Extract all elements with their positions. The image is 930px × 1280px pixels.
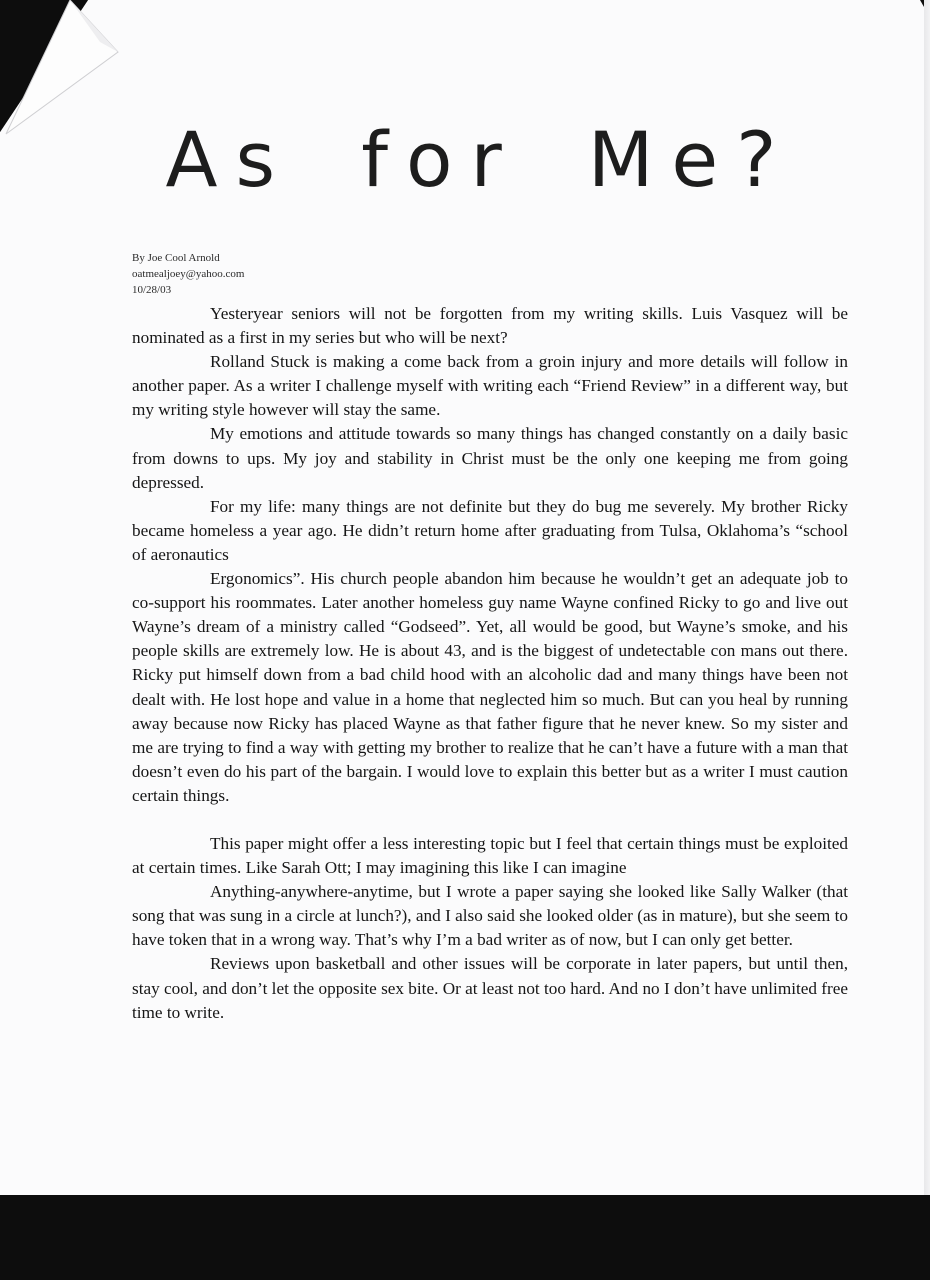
document-title: As for Me? <box>165 115 795 204</box>
paragraph: Rolland Stuck is making a come back from a groin injury and more details will follow in another paper. As a writer I challenge myself with writing each “Friend Review” in a different way, but my writing style however will stay the same. <box>132 352 848 420</box>
paragraph: This paper might offer a less interesting topic but I feel that certain things must be exploited at certain times. Like Sarah Ott; I may imagining this like I can imagine <box>132 833 848 878</box>
document-date: 10/28/03 <box>132 284 172 296</box>
paragraph: Yesteryear seniors will not be forgotten from my writing skills. Luis Vasquez will be nominated as a first in my series but who will be next? <box>132 304 848 348</box>
document-body <box>132 302 848 1025</box>
paragraph: Anything-anywhere-anytime, but I wrote a paper saying she looked like Sally Walker (that song that was sung in a circle at lunch?), and I also said she looked older (as in mature), but she seem to have token that in a wrong way. That’s why I’m a bad writer as of now, but I can only get better. <box>132 882 848 950</box>
byline: By Joe Cool Arnold <box>132 252 220 264</box>
paragraph: Reviews upon basketball and other issues will be corporate in later papers, but until then, stay cool, and don’t let the opposite sex bite. Or at least not too hard. And no I don’t have unlimited free time to write. <box>132 954 848 1022</box>
paragraph: My emotions and attitude towards so many things has changed constantly on a daily basic from downs to ups. My joy and stability in Christ must be the only one keeping me from going depressed. <box>132 424 848 492</box>
paragraph: For my life: many things are not definite but they do bug me severely. My brother Ricky became homeless a year ago. He didn’t return home after graduating from Tulsa, Oklahoma’s “school of aeronautics <box>132 496 848 564</box>
author-email: oatmealjoey@yahoo.com <box>132 268 245 280</box>
document-meta <box>132 250 244 298</box>
paragraph: Ergonomics”. His church people abandon him because he wouldn’t get an adequate job to co-support his roommates. Later another homeless guy name Wayne confined Ricky to go and live out Wayne’s dream of a ministry called “Godseed”. Yet, all would be good, but Wayne’s smoke, and his people skills are extremely low. He is about 43, and is the biggest of undetectable con mans out there. Ricky put himself down from a bad child hood with an alcoholic dad and many things have been not dealt with. He lost hope and value in a home that neglected him so much. But can you heal by running away because now Ricky has placed Wayne as that father figure that he never knew. So my sister and me are trying to find a way with getting my brother to realize that he can’t have a future with a man that doesn’t even do his part of the bargain. I would love to explain this better but as a writer I must caution certain things. <box>132 569 848 805</box>
